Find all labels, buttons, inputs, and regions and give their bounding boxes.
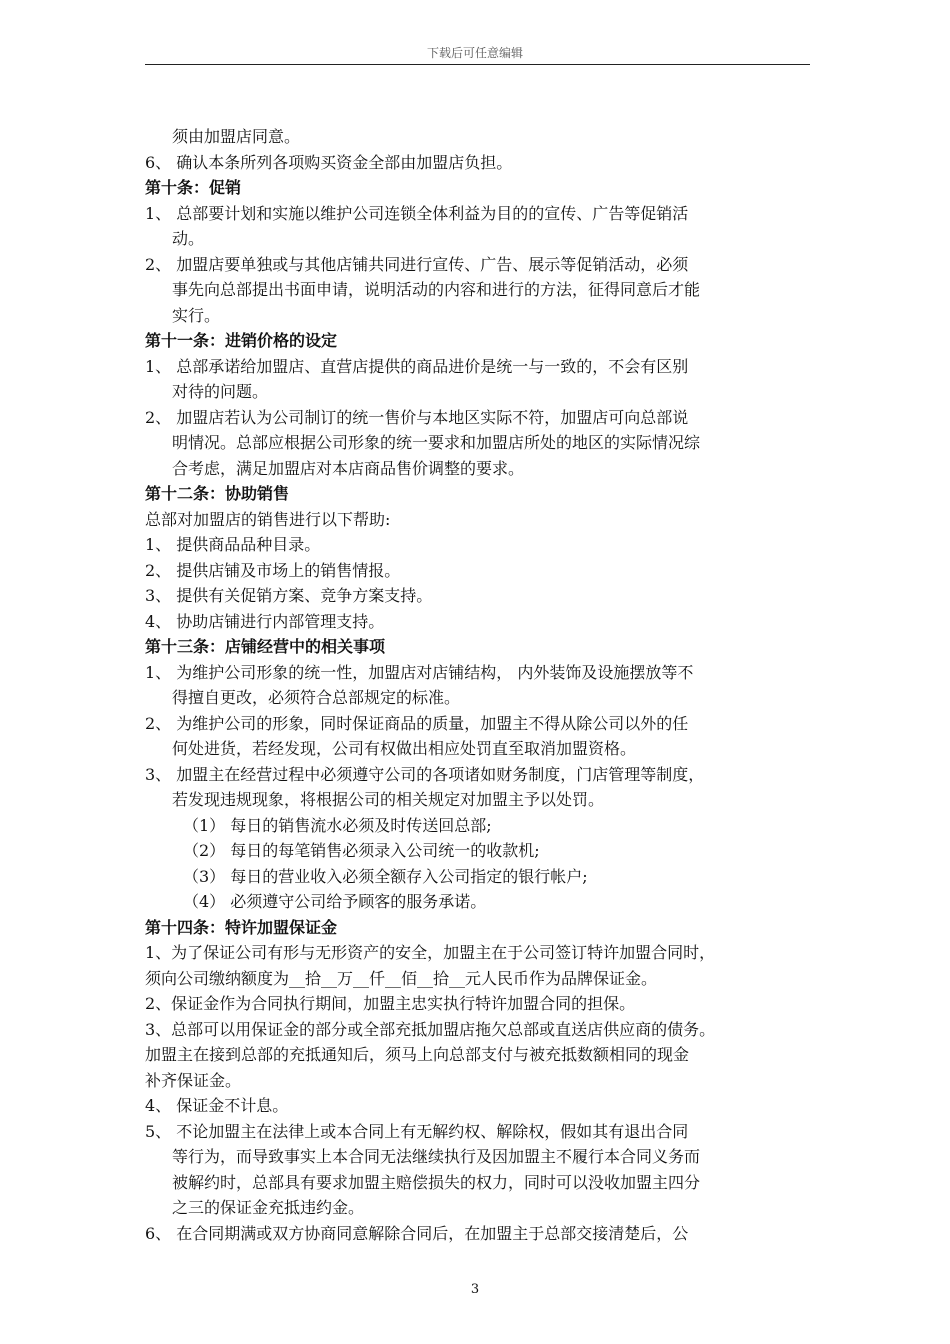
text-line: 3、 提供有关促销方案、竞争方案支持。 — [145, 586, 433, 605]
text-line: 若发现违规现象，将根据公司的相关规定对加盟主予以处罚。 — [172, 790, 605, 809]
text-line: 之三的保证金充抵违约金。 — [172, 1198, 365, 1217]
section-heading: 第十条：促销 — [145, 178, 242, 197]
section-heading: 第十一条：进销价格的设定 — [145, 331, 338, 350]
text-line: 等行为，而导致事实上本合同无法继续执行及因加盟主不履行本合同义务而 — [172, 1147, 701, 1166]
section-heading: 第十三条：店铺经营中的相关事项 — [145, 637, 386, 656]
document-body — [145, 124, 813, 1246]
text-line: 2、 为维护公司的形象，同时保证商品的质量，加盟主不得从除公司以外的任 — [145, 713, 689, 733]
text-line: 被解约时，总部具有要求加盟主赔偿损失的权力，同时可以没收加盟主四分 — [172, 1172, 701, 1192]
text-line: （4） 必须遵守公司给予顾客的服务承诺。 — [183, 892, 487, 911]
text-line: 得擅自更改，必须符合总部规定的标准。 — [172, 688, 461, 707]
text-line: 何处进货，若经发现，公司有权做出相应处罚直至取消加盟资格。 — [172, 739, 637, 758]
text-line: 明情况。总部应根据公司形象的统一要求和加盟店所处的地区的实际情况综 — [172, 433, 701, 452]
page-header: 下载后可任意编辑 — [426, 46, 523, 60]
text-line: 3、 加盟主在经营过程中必须遵守公司的各项诸如财务制度，门店管理等制度， — [145, 764, 705, 784]
text-line: （2） 每日的每笔销售必须录入公司统一的收款机; — [183, 841, 540, 860]
text-line: 事先向总部提出书面申请，说明活动的内容和进行的方法，征得同意后才能 — [172, 280, 701, 299]
text-line: 须向公司缴纳额度为__拾__万__仟__佰__拾__元人民币作为品牌保证金。 — [145, 968, 658, 988]
text-line: 6、 在合同期满或双方协商同意解除合同后，在加盟主于总部交接清楚后，公 — [145, 1223, 689, 1243]
text-line: 总部对加盟店的销售进行以下帮助: — [145, 509, 391, 529]
text-line: 4、 协助店铺进行内部管理支持。 — [145, 611, 385, 631]
text-line: 2、保证金作为合同执行期间，加盟主忠实执行特许加盟合同的担保。 — [145, 994, 636, 1013]
text-line: 动。 — [172, 229, 205, 248]
text-line: 1、为了保证公司有形与无形资产的安全，加盟主在于公司签订特许加盟合同时， — [145, 943, 716, 962]
text-line: 加盟主在接到总部的充抵通知后，须马上向总部支付与被充抵数额相同的现金 — [145, 1045, 690, 1064]
text-line: 1、 为维护公司形象的统一性，加盟店对店铺结构， 内外装饰及设施摆放等不 — [145, 662, 694, 682]
text-line: 2、 加盟店要单独或与其他店铺共同进行宣传、广告、展示等促销活动，必须 — [145, 254, 689, 274]
text-line: 对待的问题。 — [172, 382, 269, 401]
text-line: （1） 每日的销售流水必须及时传送回总部; — [183, 815, 492, 835]
text-line: （3） 每日的营业收入必须全额存入公司指定的银行帐户; — [183, 866, 588, 886]
section-heading: 第十四条：特许加盟保证金 — [145, 917, 338, 937]
text-line: 3、总部可以用保证金的部分或全部充抵加盟店拖欠总部或直送店供应商的债务。 — [145, 1019, 716, 1039]
text-line: 实行。 — [172, 305, 221, 325]
text-line: 1、 总部承诺给加盟店、直营店提供的商品进价是统一与一致的，不会有区别 — [145, 356, 689, 376]
text-line: 5、 不论加盟主在法律上或本合同上有无解约权、解除权，假如其有退出合同 — [145, 1121, 689, 1141]
header-rule — [145, 64, 810, 65]
text-line: 2、 提供店铺及市场上的销售情报。 — [145, 560, 401, 580]
text-line: 1、 总部要计划和实施以维护公司连锁全体利益为目的的宣传、广告等促销活 — [145, 203, 689, 223]
section-heading: 第十二条：协助销售 — [145, 484, 290, 503]
text-line: 4、 保证金不计息。 — [145, 1096, 289, 1115]
text-line: 2、 加盟店若认为公司制订的统一售价与本地区实际不符，加盟店可向总部说 — [145, 407, 689, 427]
text-line: 6、 确认本条所列各项购买资金全部由加盟店负担。 — [145, 152, 513, 172]
page-number: 3 — [470, 1282, 480, 1297]
text-line: 须由加盟店同意。 — [172, 127, 301, 146]
text-line: 补齐保证金。 — [145, 1070, 242, 1090]
text-line: 1、 提供商品品种目录。 — [145, 535, 321, 554]
text-line: 合考虑，满足加盟店对本店商品售价调整的要求。 — [172, 458, 525, 478]
